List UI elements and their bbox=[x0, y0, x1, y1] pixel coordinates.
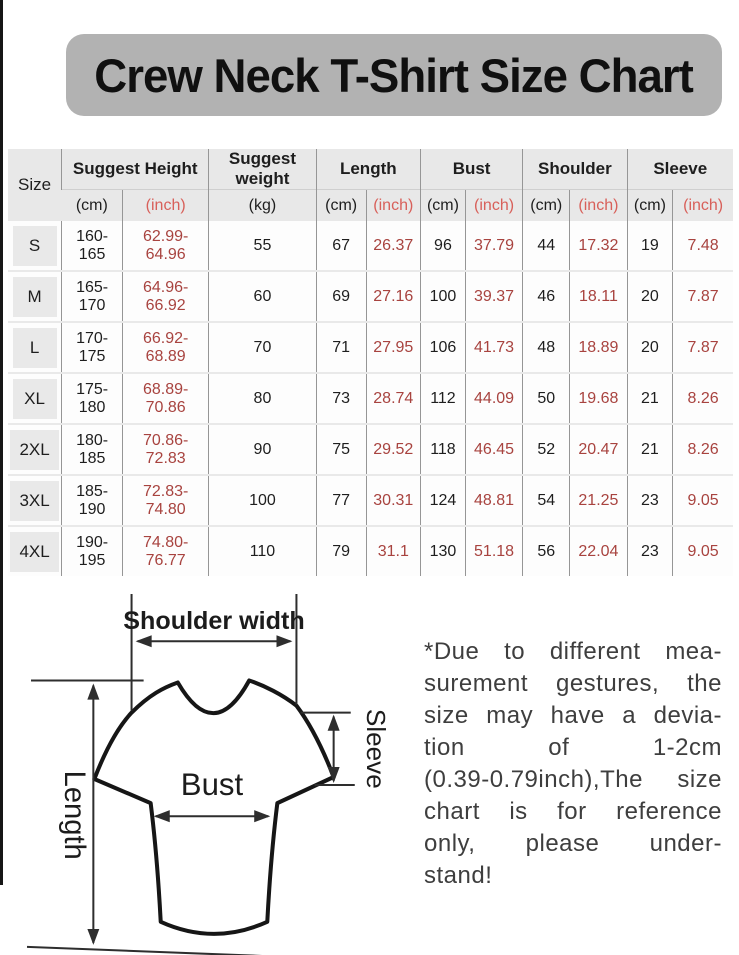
size-label-cell bbox=[8, 271, 62, 322]
value-cell: 21 bbox=[627, 373, 673, 424]
size-chip: M bbox=[13, 277, 57, 317]
unit-height-cm: (cm) bbox=[62, 190, 123, 222]
value-cell: 100 bbox=[420, 271, 465, 322]
value-cell: 165-170 bbox=[62, 271, 123, 322]
value-cell: 130 bbox=[420, 526, 465, 576]
value-cell: 62.99-64.96 bbox=[123, 221, 209, 271]
value-cell: 20 bbox=[627, 322, 673, 373]
table-row bbox=[8, 271, 733, 322]
size-chart-table bbox=[8, 149, 733, 576]
table-row bbox=[8, 526, 733, 576]
value-cell: 80 bbox=[209, 373, 316, 424]
value-cell: 7.87 bbox=[673, 271, 733, 322]
unit-shoulder-inch: (inch) bbox=[570, 190, 627, 222]
value-cell: 26.37 bbox=[366, 221, 420, 271]
col-suggest-weight: Suggest weight bbox=[209, 149, 316, 190]
value-cell: 51.18 bbox=[465, 526, 522, 576]
length-label: Length bbox=[58, 770, 91, 860]
size-label-cell bbox=[8, 526, 62, 576]
value-cell: 190-195 bbox=[62, 526, 123, 576]
value-cell: 17.32 bbox=[570, 221, 627, 271]
value-cell: 44.09 bbox=[465, 373, 522, 424]
value-cell: 29.52 bbox=[366, 424, 420, 475]
value-cell: 37.79 bbox=[465, 221, 522, 271]
value-cell: 44 bbox=[523, 221, 570, 271]
value-cell: 106 bbox=[420, 322, 465, 373]
value-cell: 21 bbox=[627, 424, 673, 475]
note-line: *Due to different mea- bbox=[424, 638, 722, 665]
table-row bbox=[8, 424, 733, 475]
value-cell: 100 bbox=[209, 475, 316, 526]
value-cell: 28.74 bbox=[366, 373, 420, 424]
col-size: Size bbox=[8, 149, 62, 221]
value-cell: 46 bbox=[523, 271, 570, 322]
value-cell: 50 bbox=[523, 373, 570, 424]
value-cell: 70 bbox=[209, 322, 316, 373]
size-chip: XL bbox=[13, 379, 57, 419]
value-cell: 9.05 bbox=[673, 475, 733, 526]
value-cell: 160-165 bbox=[62, 221, 123, 271]
size-chip: L bbox=[13, 328, 57, 368]
value-cell: 30.31 bbox=[366, 475, 420, 526]
value-cell: 7.87 bbox=[673, 322, 733, 373]
size-label-cell bbox=[8, 475, 62, 526]
value-cell: 124 bbox=[420, 475, 465, 526]
value-cell: 67 bbox=[316, 221, 366, 271]
value-cell: 73 bbox=[316, 373, 366, 424]
note-line: surement gestures, the bbox=[424, 670, 722, 697]
value-cell: 66.92-68.89 bbox=[123, 322, 209, 373]
value-cell: 18.11 bbox=[570, 271, 627, 322]
value-cell: 41.73 bbox=[465, 322, 522, 373]
page-left-edge-line bbox=[0, 0, 3, 885]
value-cell: 8.26 bbox=[673, 424, 733, 475]
unit-bust-cm: (cm) bbox=[420, 190, 465, 222]
value-cell: 69 bbox=[316, 271, 366, 322]
value-cell: 48 bbox=[523, 322, 570, 373]
tshirt-outline-shape bbox=[94, 680, 333, 933]
size-table-wrap bbox=[8, 149, 733, 576]
unit-length-cm: (cm) bbox=[316, 190, 366, 222]
note-line: stand! bbox=[424, 862, 493, 889]
header-unit-row bbox=[8, 190, 733, 222]
size-chip: 4XL bbox=[10, 532, 58, 572]
value-cell: 31.1 bbox=[366, 526, 420, 576]
value-cell: 75 bbox=[316, 424, 366, 475]
value-cell: 20 bbox=[627, 271, 673, 322]
value-cell: 170-175 bbox=[62, 322, 123, 373]
value-cell: 185-190 bbox=[62, 475, 123, 526]
value-cell: 21.25 bbox=[570, 475, 627, 526]
table-row bbox=[8, 322, 733, 373]
value-cell: 27.95 bbox=[366, 322, 420, 373]
unit-length-inch: (inch) bbox=[366, 190, 420, 222]
value-cell: 7.48 bbox=[673, 221, 733, 271]
table-row bbox=[8, 373, 733, 424]
size-label-cell bbox=[8, 373, 62, 424]
value-cell: 175-180 bbox=[62, 373, 123, 424]
shoulder-width-label: Shoulder width bbox=[123, 607, 305, 636]
value-cell: 19 bbox=[627, 221, 673, 271]
measurement-note bbox=[424, 636, 722, 955]
unit-weight-kg: (kg) bbox=[209, 190, 316, 222]
value-cell: 52 bbox=[523, 424, 570, 475]
note-line: size may have a devia- bbox=[424, 702, 722, 729]
tshirt-diagram bbox=[10, 592, 418, 955]
value-cell: 70.86-72.83 bbox=[123, 424, 209, 475]
bust-label: Bust bbox=[180, 767, 244, 803]
value-cell: 112 bbox=[420, 373, 465, 424]
note-line: tion of 1-2cm bbox=[424, 734, 722, 761]
value-cell: 77 bbox=[316, 475, 366, 526]
value-cell: 71 bbox=[316, 322, 366, 373]
size-chip: S bbox=[13, 226, 57, 266]
unit-shoulder-cm: (cm) bbox=[523, 190, 570, 222]
col-suggest-height: Suggest Height bbox=[62, 149, 209, 190]
size-label-cell bbox=[8, 424, 62, 475]
sleeve-label: Sleeve bbox=[360, 708, 391, 789]
value-cell: 48.81 bbox=[465, 475, 522, 526]
unit-bust-inch: (inch) bbox=[465, 190, 522, 222]
value-cell: 96 bbox=[420, 221, 465, 271]
value-cell: 110 bbox=[209, 526, 316, 576]
value-cell: 64.96-66.92 bbox=[123, 271, 209, 322]
value-cell: 20.47 bbox=[570, 424, 627, 475]
size-chip: 2XL bbox=[10, 430, 58, 470]
value-cell: 54 bbox=[523, 475, 570, 526]
value-cell: 39.37 bbox=[465, 271, 522, 322]
size-label-cell bbox=[8, 221, 62, 271]
note-line: (0.39-0.79inch),The size bbox=[424, 766, 722, 793]
size-label-cell bbox=[8, 322, 62, 373]
table-row bbox=[8, 221, 733, 271]
unit-sleeve-cm: (cm) bbox=[627, 190, 673, 222]
length-tick-bottom bbox=[27, 947, 262, 955]
value-cell: 118 bbox=[420, 424, 465, 475]
col-sleeve: Sleeve bbox=[627, 149, 733, 190]
title-banner bbox=[66, 34, 722, 116]
header-group-row bbox=[8, 149, 733, 190]
value-cell: 9.05 bbox=[673, 526, 733, 576]
bottom-section bbox=[0, 592, 739, 955]
col-shoulder: Shoulder bbox=[523, 149, 627, 190]
table-row bbox=[8, 475, 733, 526]
unit-height-inch: (inch) bbox=[123, 190, 209, 222]
value-cell: 19.68 bbox=[570, 373, 627, 424]
value-cell: 18.89 bbox=[570, 322, 627, 373]
value-cell: 8.26 bbox=[673, 373, 733, 424]
value-cell: 180-185 bbox=[62, 424, 123, 475]
page-title: Crew Neck T-Shirt Size Chart bbox=[94, 48, 694, 102]
value-cell: 68.89-70.86 bbox=[123, 373, 209, 424]
value-cell: 27.16 bbox=[366, 271, 420, 322]
value-cell: 72.83-74.80 bbox=[123, 475, 209, 526]
col-length: Length bbox=[316, 149, 420, 190]
value-cell: 60 bbox=[209, 271, 316, 322]
value-cell: 56 bbox=[523, 526, 570, 576]
unit-sleeve-inch: (inch) bbox=[673, 190, 733, 222]
value-cell: 23 bbox=[627, 526, 673, 576]
size-chip: 3XL bbox=[10, 481, 58, 521]
note-line: chart is for reference bbox=[424, 798, 722, 825]
value-cell: 46.45 bbox=[465, 424, 522, 475]
value-cell: 23 bbox=[627, 475, 673, 526]
value-cell: 74.80-76.77 bbox=[123, 526, 209, 576]
value-cell: 90 bbox=[209, 424, 316, 475]
value-cell: 79 bbox=[316, 526, 366, 576]
note-line: only, please under- bbox=[424, 830, 722, 857]
value-cell: 55 bbox=[209, 221, 316, 271]
col-bust: Bust bbox=[420, 149, 522, 190]
table-body bbox=[8, 221, 733, 576]
table-header bbox=[8, 149, 733, 221]
value-cell: 22.04 bbox=[570, 526, 627, 576]
